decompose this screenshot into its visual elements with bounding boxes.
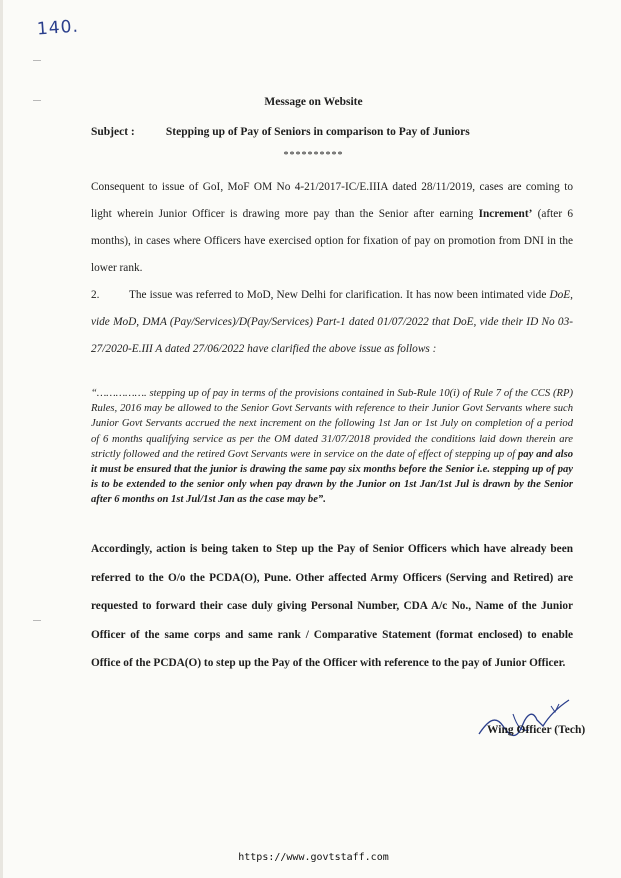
quote-bold-text: pay and also it must be ensured that the junior is drawing the same pay six months before the Senior i.e. stepping up of pay is to be extended to the senior only when pay drawn by the Junior on 1st Jan/1st Jul is drawn by the Senior after 6 months on 1st Jul/1st Jan as the case may be”.	[91, 448, 573, 506]
subject-label: Subject :	[91, 126, 135, 138]
quoted-clarification	[91, 386, 573, 508]
paragraph-3: Accordingly, action is being taken to Step up the Pay of Senior Officers which have already been referred to the O/o the PCDA(O), Pune. Other affected Army Officers (Serving and Retired) are requested to forward their case duly giving Personal Number, CDA A/c No., Name of the Junior Officer of the same corps and same rank / Comparative Statement (format enclosed) to enable Office of the PCDA(O) to step up the Pay of the Officer with reference to the pay of Junior Officer.	[91, 543, 573, 669]
subject-text: Stepping up of Pay of Seniors in comparison to Pay of Juniors	[165, 126, 470, 138]
quote-italic-text: “……………. stepping up of pay in terms of the provisions contained in Sub-Rule 10(i) of Rule 7 of the CCS (RP) Rules, 2016 may be allowed to the Senior Govt Servants with reference to their Junior Govt Servants where such Junior Govt Servants accrued the next increment on the following 1st Jan or 1st July on completion of a period of 6 months qualifying service as per the OM dated 31/07/2018 provided the conditions laid down therein are strictly followed and the retired Govt Servants were in service on the date of effect of stepping up of	[91, 388, 573, 460]
page-title: Message on Website	[264, 96, 363, 108]
paragraph-2-italic: DoE, vide MoD, DMA (Pay/Services)/D(Pay/Services) Part-1 dated 01/07/2022 that DoE, vide their ID No 03-27/2020-E.III A dated 27/06/2022 have clarified the above issue as follows :	[91, 289, 573, 355]
subject-line	[91, 126, 470, 138]
margin-mark	[33, 620, 41, 621]
paragraph-1	[91, 174, 573, 282]
paragraph-2-number: 2.	[91, 289, 100, 301]
paragraph-2	[91, 282, 573, 363]
margin-mark	[33, 60, 41, 61]
handwritten-page-number: 140.	[36, 16, 80, 40]
paragraph-2-text: The issue was referred to MoD, New Delhi for clarification. It has now been intimated vide	[129, 289, 550, 301]
paragraph-1-text-a: Consequent to issue of GoI, MoF OM No 4-21/2017-IC/E.IIIA dated 28/11/2019, cases are coming to light wherein Junior Officer is drawing more pay than the Senior after earning	[91, 181, 573, 220]
footer-url[interactable]: https://www.govtstaff.com	[238, 852, 389, 863]
paragraph-1-bold: Increment’	[478, 208, 533, 220]
signature-image	[473, 696, 573, 744]
paragraph-1-text-b: (after 6 months), in cases where Officers have exercised option for fixation of pay on promotion from DNI in the lower rank.	[91, 208, 573, 274]
separator: **********	[283, 150, 344, 161]
signatory-designation: Wing Officer (Tech)	[487, 724, 586, 736]
